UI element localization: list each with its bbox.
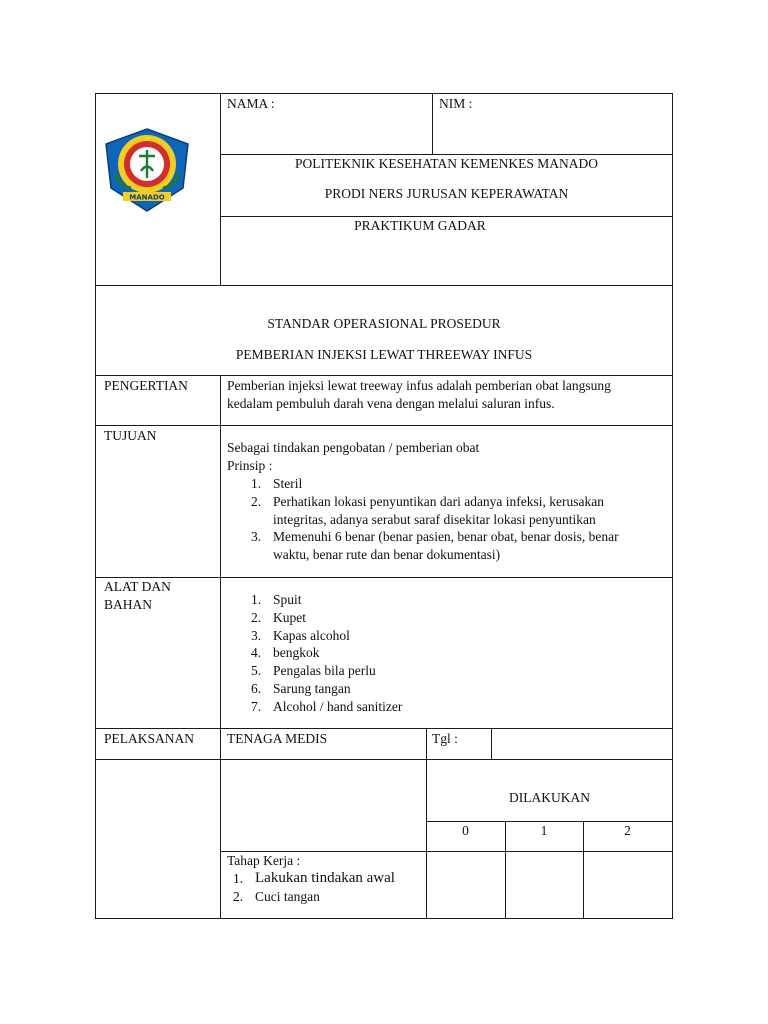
score-0-header: 0 xyxy=(462,823,469,838)
list-text: Spuit xyxy=(273,592,302,607)
list-item xyxy=(227,644,402,662)
alat-label-line1: ALAT DAN xyxy=(104,579,171,594)
nim-label: NIM : xyxy=(439,96,473,111)
list-text: Alcohol / hand sanitizer xyxy=(273,698,403,714)
rule-header-bottom xyxy=(95,285,673,286)
rule-alat-bottom xyxy=(95,728,673,729)
list-number: 2. xyxy=(251,493,262,509)
divider-nama-nim xyxy=(432,93,433,155)
list-item xyxy=(227,662,402,680)
step-text: Cuci tangan xyxy=(255,889,320,904)
list-number: 5. xyxy=(251,663,262,679)
list-text: Kapas alcohol xyxy=(273,627,350,643)
list-item xyxy=(227,698,402,716)
tgl-label: Tgl : xyxy=(432,731,458,746)
border-bottom xyxy=(95,918,673,919)
list-text: Perhatikan lokasi penyuntikan dari adanya infeksi, kerusakan xyxy=(273,493,605,509)
list-text-continued: waktu, benar rute dan benar dokumentasi) xyxy=(273,547,501,563)
document-title: STANDAR OPERASIONAL PROSEDUR xyxy=(267,316,501,331)
border-left xyxy=(95,93,96,919)
list-item xyxy=(227,609,402,627)
list-number: 4. xyxy=(251,645,262,661)
department-name: PRODI NERS JURUSAN KEPERAWATAN xyxy=(324,186,569,201)
alat-list xyxy=(227,591,402,716)
score-2-header: 2 xyxy=(624,823,631,838)
list-item xyxy=(227,475,619,493)
list-number: 2. xyxy=(251,609,262,625)
dilakukan-header: DILAKUKAN xyxy=(509,790,590,805)
step-number: 2. xyxy=(233,889,244,904)
list-item xyxy=(227,493,619,529)
list-text: Kupet xyxy=(273,609,306,625)
document-subtitle: PEMBERIAN INJEKSI LEWAT THREEWAY INFUS xyxy=(235,347,533,362)
list-number: 3. xyxy=(251,627,262,643)
nama-label: NAMA : xyxy=(227,96,275,111)
pengertian-label: PENGERTIAN xyxy=(104,378,188,393)
list-item xyxy=(227,680,402,698)
list-number: 1. xyxy=(251,592,262,607)
list-text: Steril xyxy=(273,476,303,491)
course-name: PRAKTIKUM GADAR xyxy=(354,218,486,233)
list-number: 6. xyxy=(251,680,262,696)
rule-pengertian-bottom xyxy=(95,425,673,426)
border-right xyxy=(672,93,673,919)
list-text: Pengalas bila perlu xyxy=(273,663,376,679)
step-number: 1. xyxy=(233,871,244,886)
prinsip-label: Prinsip : xyxy=(227,458,273,473)
score-1-header: 1 xyxy=(540,823,548,838)
list-item xyxy=(227,528,619,564)
divider-tgl-value xyxy=(491,728,492,760)
border-top xyxy=(95,93,673,94)
step-text: Lakukan tindakan awal xyxy=(255,870,395,886)
list-number: 3. xyxy=(251,529,262,545)
list-text-continued: integritas, adanya serabut saraf disekitar lokasi penyuntikan xyxy=(273,511,596,527)
logo-city-text: MANADO xyxy=(129,193,165,202)
rule-tujuan-bottom xyxy=(95,577,673,578)
list-item xyxy=(227,627,402,645)
list-item xyxy=(227,591,402,609)
list-number: 1. xyxy=(251,476,262,491)
rule-pelaksanan-bottom xyxy=(95,759,673,760)
rule-title-bottom xyxy=(95,375,673,376)
list-text: Sarung tangan xyxy=(273,680,351,696)
tenaga-medis-label: TENAGA MEDIS xyxy=(227,731,328,746)
list-text: Memenuhi 6 benar (benar pasien, benar obat, benar dosis, benar xyxy=(273,529,619,545)
poltekkes-logo xyxy=(101,126,193,214)
pelaksanan-label: PELAKSANAN xyxy=(104,731,195,746)
institution-name: POLITEKNIK KESEHATAN KEMENKES MANADO xyxy=(294,156,599,171)
alat-label-line2: BAHAN xyxy=(104,597,153,612)
tujuan-intro: Sebagai tindakan pengobatan / pemberian obat xyxy=(227,440,480,455)
pengertian-text-line1: Pemberian injeksi lewat treeway infus adalah pemberian obat langsung xyxy=(227,378,611,393)
prinsip-list xyxy=(227,475,619,564)
pengertian-text-line2: kedalam pembuluh darah vena dengan melalui saluran infus. xyxy=(227,396,555,411)
tahap-kerja-label: Tahap Kerja : xyxy=(227,853,301,868)
list-text: bengkok xyxy=(273,645,320,661)
list-number: 7. xyxy=(251,698,262,714)
divider-label-column xyxy=(220,375,221,919)
tujuan-label: TUJUAN xyxy=(104,428,157,443)
